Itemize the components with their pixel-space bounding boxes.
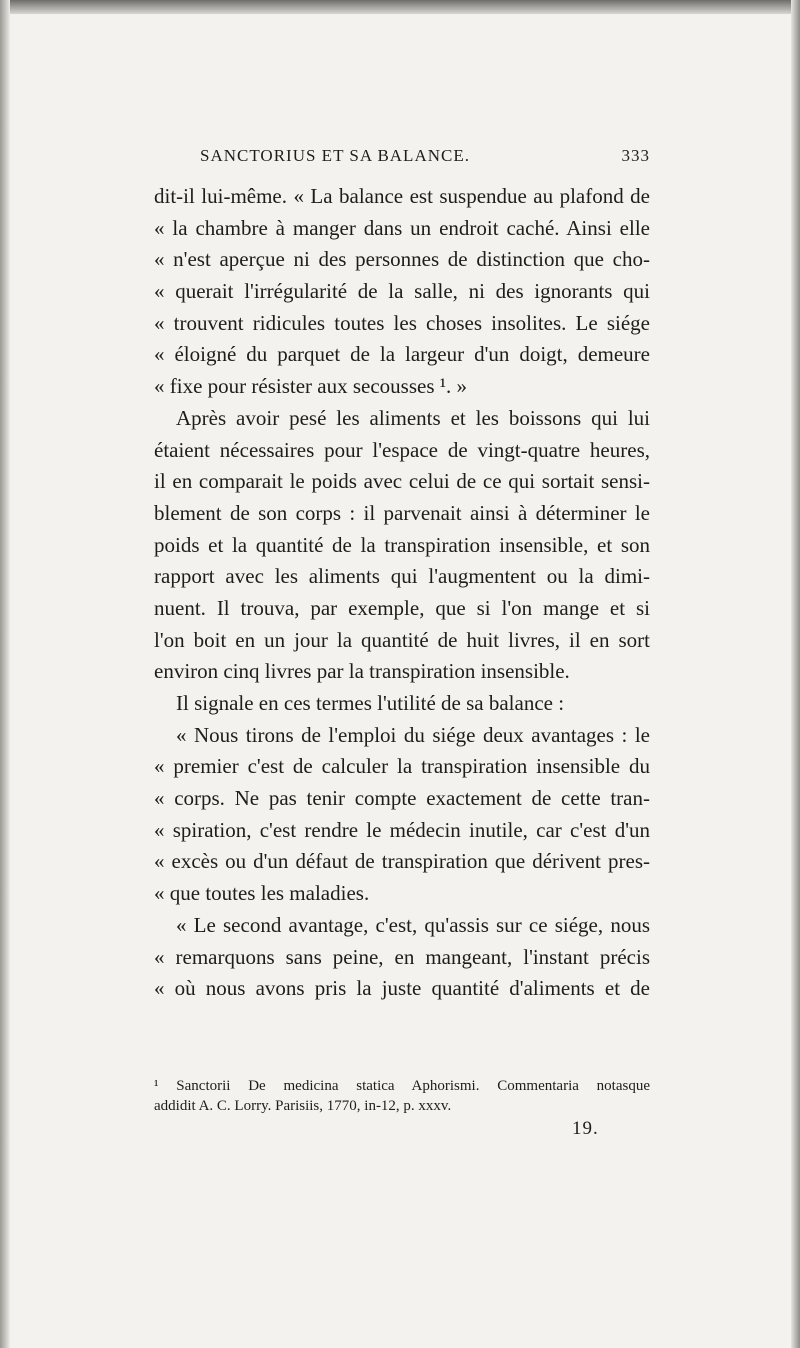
text-line: poids et la quantité de la transpiration insensible, et son	[154, 532, 650, 557]
text-line: « Le second avantage, c'est, qu'assis sur ce siége, nous	[176, 912, 650, 937]
footnote-line: ¹ Sanctorii De medicina statica Aphorismi. Commentaria notasque	[154, 1078, 650, 1094]
running-title: SANCTORIUS ET SA BALANCE.	[200, 146, 470, 165]
text-line: rapport avec les aliments qui l'augmentent ou la dimi-	[154, 564, 650, 589]
page-top-edge	[0, 0, 800, 14]
text-line: « que toutes les maladies.	[154, 881, 370, 906]
text-line: l'on boit en un jour la quantité de huit livres, il en sort	[154, 627, 650, 652]
signature-mark: 19.	[572, 1118, 599, 1139]
text-line: « spiration, c'est rendre le médecin inutile, car c'est d'un	[154, 817, 650, 842]
text-line: Il signale en ces termes l'utilité de sa balance :	[176, 691, 565, 715]
text-line: dit-il lui-même. « La balance est suspendue au plafond de	[154, 184, 650, 208]
text-line: « querait l'irrégularité de la salle, ni des ignorants qui	[154, 279, 650, 304]
page-left-edge	[0, 0, 10, 1348]
text-line: étaient nécessaires pour l'espace de vingt-quatre heures,	[154, 437, 650, 462]
page-number: 333	[621, 146, 650, 165]
text-line: nuent. Il trouva, par exemple, que si l'on mange et si	[154, 595, 650, 620]
page-right-edge	[791, 0, 800, 1348]
footnote	[154, 1076, 650, 1116]
text-line: « premier c'est de calculer la transpiration insensible du	[154, 754, 650, 779]
body-text	[154, 181, 650, 1005]
text-line: blement de son corps : il parvenait ainsi à déterminer le	[154, 500, 650, 525]
footnote-line: addidit A. C. Lorry. Parisiis, 1770, in-12, p. xxxv.	[154, 1098, 452, 1114]
running-head	[200, 146, 650, 170]
text-line: « éloigné du parquet de la largeur d'un doigt, demeure	[154, 342, 650, 367]
text-line: « n'est aperçue ni des personnes de distinction que cho-	[154, 247, 650, 272]
text-line: « corps. Ne pas tenir compte exactement de cette tran-	[154, 786, 650, 811]
text-line: « fixe pour résister aux secousses ¹. »	[154, 374, 468, 399]
text-line: « remarquons sans peine, en mangeant, l'instant précis	[154, 944, 650, 969]
text-line: « la chambre à manger dans un endroit caché. Ainsi elle	[154, 215, 650, 240]
text-line: « excès ou d'un défaut de transpiration que dérivent pres-	[154, 849, 650, 874]
text-line: « Nous tirons de l'emploi du siége deux avantages : le	[176, 722, 650, 747]
text-line: « où nous avons pris la juste quantité d'aliments et de	[154, 976, 650, 1001]
text-line: il en comparait le poids avec celui de ce qui sortait sensi-	[154, 469, 650, 494]
text-line: « trouvent ridicules toutes les choses insolites. Le siége	[154, 310, 650, 335]
text-line: Après avoir pesé les aliments et les boissons qui lui	[176, 405, 650, 430]
text-line: environ cinq livres par la transpiration insensible.	[154, 659, 570, 684]
